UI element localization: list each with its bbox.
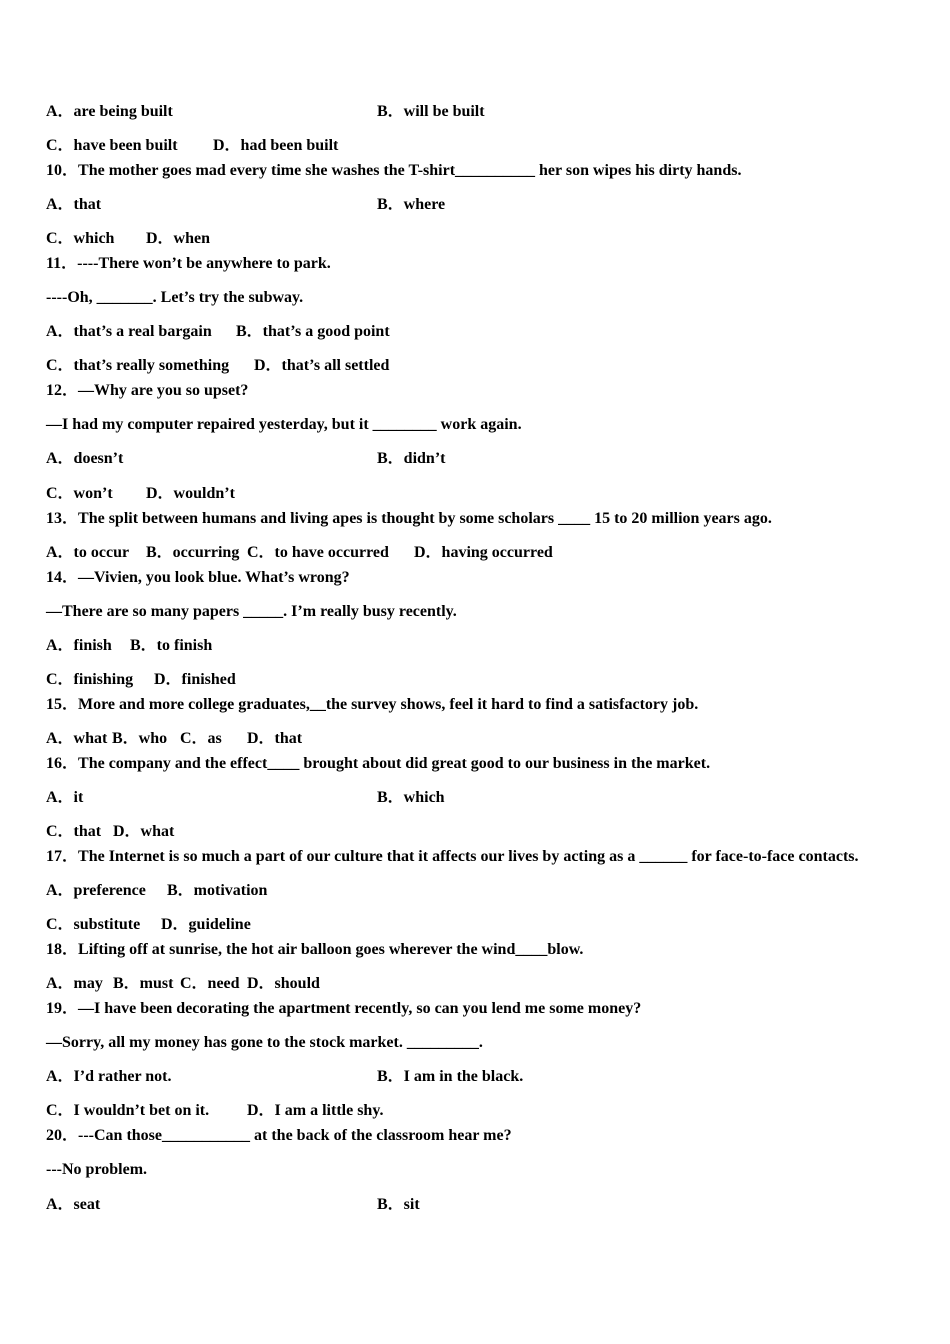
q11-stem-second: ----Oh, _______. Let’s try the subway. <box>46 289 304 306</box>
q17-option-c: C．substitute <box>46 916 141 933</box>
q10-option-c: C．which <box>46 230 115 247</box>
q14-stem-line <box>46 568 350 588</box>
q12-option-a: A．doesn’t <box>46 450 124 467</box>
q14-option-a: A．finish <box>46 637 112 654</box>
q11-option-d: D．that’s all settled <box>254 357 390 374</box>
q18-stem-line <box>46 940 583 960</box>
q20-stem: ---Can those___________ at the back of the classroom hear me? <box>78 1127 512 1144</box>
q12-option-d: D．wouldn’t <box>146 485 235 502</box>
q20-stem-second: ---No problem. <box>46 1161 148 1178</box>
q12-option-c: C．won’t <box>46 485 113 502</box>
q18-option-b: B．must <box>113 975 174 992</box>
q17-option-a: A．preference <box>46 882 146 899</box>
q13-option-c: C．to have occurred <box>247 544 389 561</box>
q17-number: 17． <box>46 848 79 865</box>
q13-option-b: B．occurring <box>146 544 240 561</box>
q19-option-c: C．I wouldn’t bet on it. <box>46 1102 210 1119</box>
q18-option-a: A．may <box>46 975 103 992</box>
q19-option-d: D．I am a little shy. <box>247 1102 384 1119</box>
q20-number: 20． <box>46 1127 79 1144</box>
q15-stem-line <box>46 695 698 715</box>
q12-stem-second: —I had my computer repaired yesterday, but it ________ work again. <box>46 416 522 433</box>
q14-stem-second: —There are so many papers _____. I’m really busy recently. <box>46 603 457 620</box>
q17-option-b: B．motivation <box>167 882 268 899</box>
q9-option-c: C．have been built <box>46 137 178 154</box>
q20-option-b: B．sit <box>377 1196 420 1213</box>
q18-stem: Lifting off at sunrise, the hot air balloon goes wherever the wind____blow. <box>78 941 584 958</box>
q10-option-a: A．that <box>46 196 102 213</box>
q12-stem-line <box>46 381 248 401</box>
q20-stem-line <box>46 1126 512 1146</box>
q10-option-d: D．when <box>146 230 211 247</box>
q16-option-c: C．that <box>46 823 102 840</box>
q13-stem: The split between humans and living apes is thought by some scholars ____ 15 to 20 million years ago. <box>78 510 772 527</box>
q15-option-d: D．that <box>247 730 303 747</box>
q13-option-a: A．to occur <box>46 544 130 561</box>
q11-option-a: A．that’s a real bargain <box>46 323 212 340</box>
q15-option-b: B．who <box>112 730 168 747</box>
q16-number: 16． <box>46 755 79 772</box>
q11-stem-line <box>46 254 331 274</box>
q9-option-a: A．are being built <box>46 103 173 120</box>
q20-option-a: A．seat <box>46 1196 101 1213</box>
q9-option-b: B．will be built <box>377 103 485 120</box>
q18-number: 18． <box>46 941 79 958</box>
q15-number: 15． <box>46 696 79 713</box>
q15-option-a: A．what <box>46 730 108 747</box>
q10-stem-line <box>46 161 741 181</box>
q18-option-d: D．should <box>247 975 320 992</box>
q14-option-c: C．finishing <box>46 671 134 688</box>
q11-number: 11． <box>46 255 78 272</box>
q14-option-b: B．to finish <box>130 637 213 654</box>
q19-stem: —I have been decorating the apartment recently, so can you lend me some money? <box>78 1000 642 1017</box>
q17-stem: The Internet is so much a part of our culture that it affects our lives by acting as a ______ for face-to-face contacts. <box>78 848 859 865</box>
q19-option-a: A．I’d rather not. <box>46 1068 172 1085</box>
q17-stem-line <box>46 847 859 867</box>
q15-option-c: C．as <box>180 730 222 747</box>
q19-stem-line <box>46 999 641 1019</box>
q17-option-d: D．guideline <box>161 916 251 933</box>
q12-stem: —Why are you so upset? <box>78 382 249 399</box>
q10-option-b: B．where <box>377 196 446 213</box>
q12-number: 12． <box>46 382 79 399</box>
q13-option-d: D．having occurred <box>414 544 553 561</box>
q14-number: 14． <box>46 569 79 586</box>
q16-stem-line <box>46 754 710 774</box>
q11-stem: ----There won’t be anywhere to park. <box>77 255 331 272</box>
q19-option-b: B．I am in the black. <box>377 1068 524 1085</box>
q9-option-d: D．had been built <box>213 137 339 154</box>
q10-number: 10． <box>46 162 79 179</box>
q13-stem-line <box>46 509 772 529</box>
q19-stem-second: —Sorry, all my money has gone to the stock market. _________. <box>46 1034 483 1051</box>
q14-stem: —Vivien, you look blue. What’s wrong? <box>78 569 350 586</box>
q16-option-b: B．which <box>377 789 445 806</box>
q19-number: 19． <box>46 1000 79 1017</box>
q14-option-d: D．finished <box>154 671 236 688</box>
q16-option-a: A．it <box>46 789 84 806</box>
q10-stem: The mother goes mad every time she washes the T-shirt__________ her son wipes his dirty hands. <box>78 162 742 179</box>
q11-option-c: C．that’s really something <box>46 357 230 374</box>
q16-option-d: D．what <box>113 823 175 840</box>
q12-option-b: B．didn’t <box>377 450 446 467</box>
q13-number: 13． <box>46 510 79 527</box>
q15-stem: More and more college graduates,__the survey shows, feel it hard to find a satisfactory job. <box>78 696 699 713</box>
q11-option-b: B．that’s a good point <box>236 323 390 340</box>
q18-option-c: C．need <box>180 975 240 992</box>
q16-stem: The company and the effect____ brought about did great good to our business in the market. <box>78 755 711 772</box>
